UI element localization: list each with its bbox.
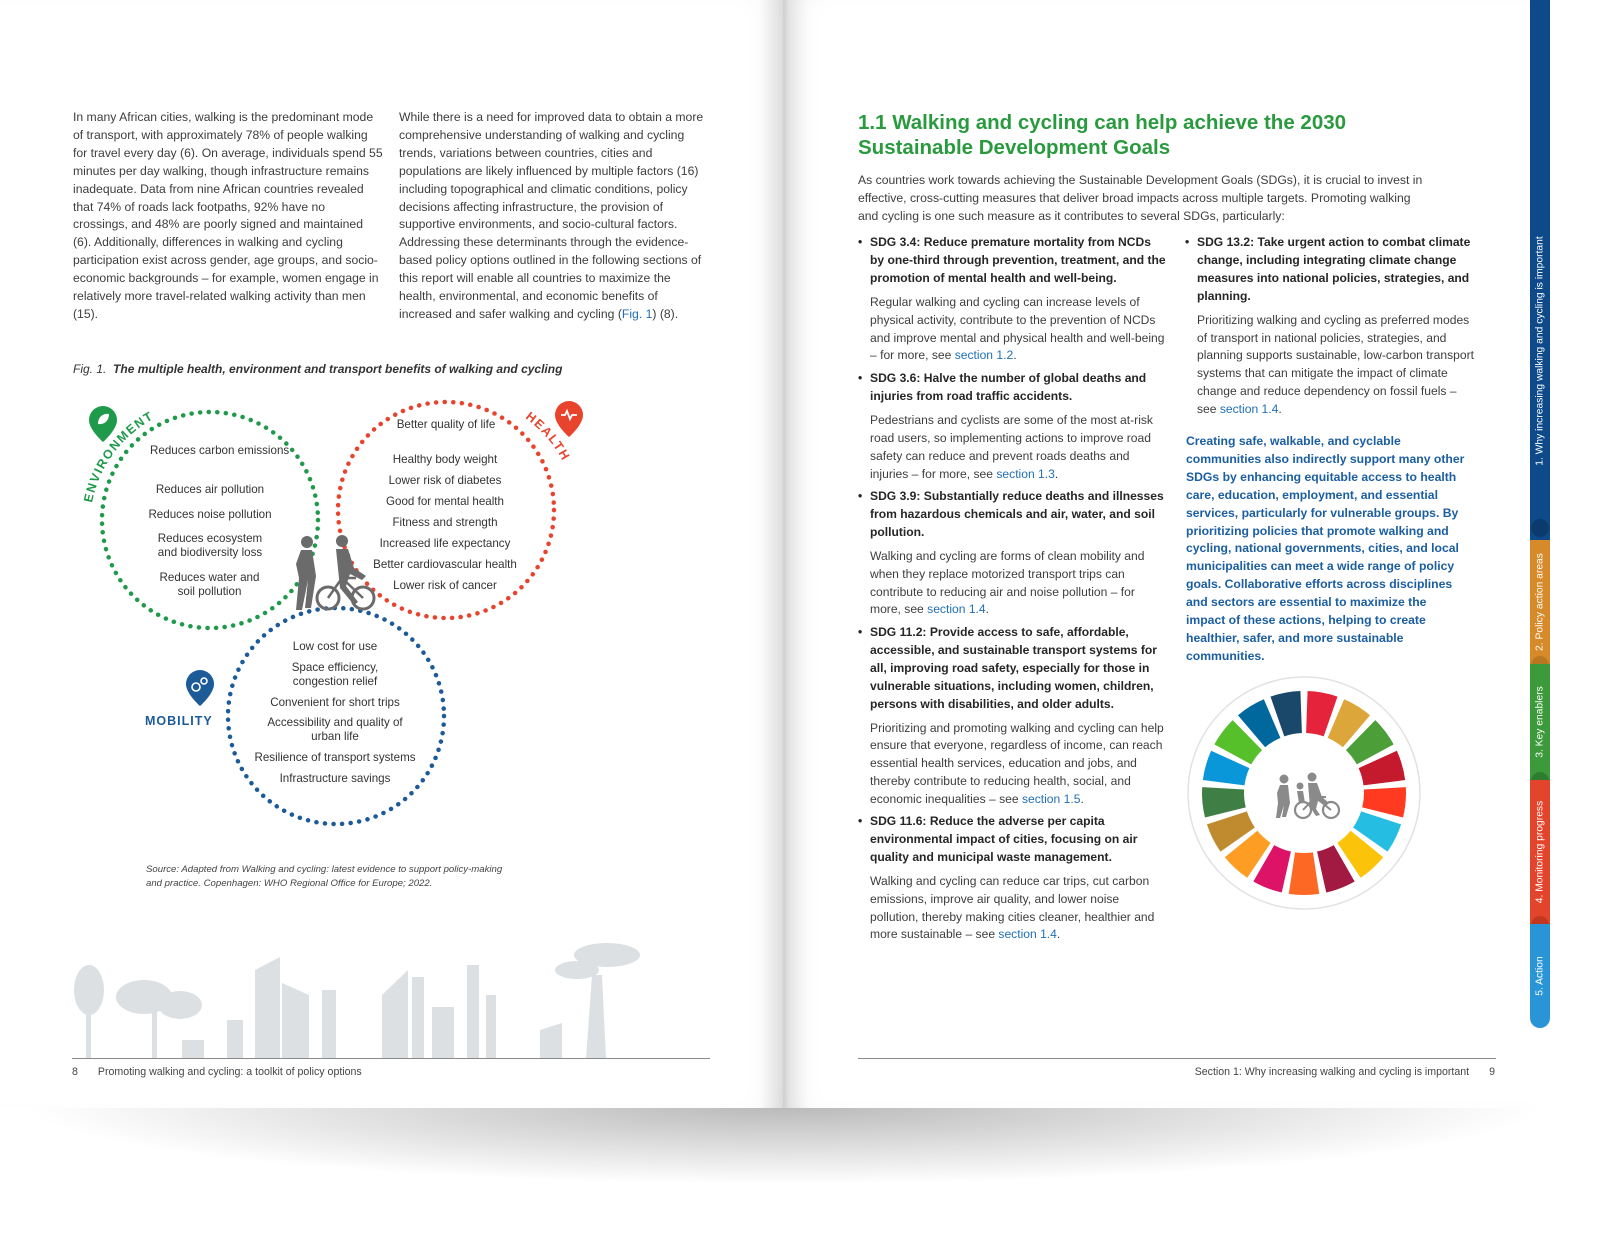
section-link[interactable]: section 1.3 (996, 466, 1055, 481)
tab-label: 2. Policy action areas (1534, 553, 1546, 651)
left-column2-text (399, 109, 704, 324)
sdg-text-end: . (1013, 348, 1017, 363)
sdg-text (1185, 312, 1477, 419)
env-item: Reduces noise pollution (148, 508, 272, 521)
figure-caption: The multiple health, environment and transport benefits of walking and cycling (113, 362, 563, 376)
sdg-text-body: Walking and cycling can reduce car trips, cut carbon emissions, improve air quality, and lower noise pollution, thereby making cities cleaner, healthier and more sustainable – see (870, 873, 1155, 942)
right-footer (1195, 1066, 1495, 1078)
section-link[interactable]: section 1.5 (1021, 792, 1081, 807)
sdg-text (858, 294, 1166, 366)
mobility-item: Infrastructure savings (279, 772, 391, 785)
section-link[interactable]: section 1.2 (954, 348, 1014, 363)
tab-label: 3. Key enablers (1534, 686, 1546, 758)
benefits-diagram (70, 398, 590, 838)
section-link[interactable]: section 1.4 (1219, 402, 1279, 417)
health-item: Good for mental health (386, 495, 504, 508)
intro-paragraph: As countries work towards achieving the Sustainable Development Goals (SDGs), it is crucial to invest in effective, cross-cutting measures that deliver broad impacts across multiple targets. Promoting walking and cycling is one such measure as it contributes to several SDGs, particularly: (858, 173, 1423, 223)
sdg-text-body: Pedestrians and cyclists are some of the most at-risk road users, so implementing actions to improve road safety can reduce and prevent roads deaths and injuries – for more, see (870, 412, 1153, 481)
sdg-text-end: . (1056, 927, 1061, 942)
health-item: Lower risk of cancer (393, 579, 497, 592)
mobility-item: Low cost for use (292, 640, 378, 653)
sdg-title: • SDG 11.6: Reduce the adverse per capita environmental impact of cities, focusing on air quality and municipal waste management. (858, 813, 1166, 867)
section-link[interactable]: section 1.4 (927, 602, 986, 617)
section-link[interactable]: section 1.4 (998, 927, 1057, 942)
env-item: Reduces carbon emissions (150, 444, 290, 457)
city-skyline-illustration (72, 935, 712, 1060)
health-label: HEALTH (523, 409, 573, 464)
mobility-item: Resilience of transport systems (254, 751, 416, 764)
sdg-item (858, 624, 1166, 809)
sdg-title: • SDG 13.2: Take urgent action to combat climate change, including integrating climate change measures into national policies, strategies, and planning. (1185, 234, 1477, 306)
tab-section-1[interactable] (1530, 0, 1550, 540)
mobility-item: Space efficiency, congestion relief (291, 661, 379, 688)
callout-text: Creating safe, walkable, and cyclable communities also indirectly support many other SDGs by enhancing equitable access to health care, education, employment, and essential services, particularly for vulnerable groups. By prioritizing policies that promote walking and cycling, national governments, cities, and local municipalities can meet a wide range of policy goals. Collaborative efforts across disciplines and sectors are essential to maximize the impact of these actions, helping to create healthier, safer, and more sustainable communities. (1186, 434, 1465, 663)
environment-pin-icon (89, 406, 117, 442)
sdg-text-end: . (1080, 792, 1084, 807)
tab-section-5[interactable] (1530, 924, 1550, 1028)
sdg-text-body: Regular walking and cycling can increase levels of physical activity, contribute to the prevention of NCDs and improve mental and physical health and well-being – for more, see (870, 294, 1165, 363)
sdg-title: • SDG 3.6: Halve the number of global deaths and injuries from road traffic accidents. (858, 370, 1166, 406)
sdg-text (858, 720, 1166, 810)
health-pin-icon (555, 401, 583, 437)
health-item: Increased life expectancy (379, 537, 511, 550)
book-shadow (20, 1105, 1550, 1185)
left-col2-paragraph-b: ) (8). (652, 306, 679, 321)
sdg-text (858, 548, 1166, 620)
figure-label: Fig. 1. (73, 362, 107, 376)
tab-section-3[interactable] (1530, 664, 1550, 780)
tab-section-2[interactable] (1530, 540, 1550, 664)
figure-title (73, 362, 562, 376)
sdg-item (858, 488, 1166, 619)
health-item: Better quality of life (396, 418, 496, 431)
environment-label: ENVIRONMENT (81, 408, 157, 504)
health-item: Better cardiovascular health (373, 558, 517, 571)
sdg-text-end: . (1054, 466, 1059, 481)
tab-section-4[interactable] (1530, 780, 1550, 924)
section-heading-line2: Sustainable Development Goals (858, 136, 1171, 159)
fig1-link[interactable]: Fig. 1 (621, 306, 653, 321)
health-item: Healthy body weight (392, 453, 498, 466)
left-column-text (73, 109, 383, 324)
env-item: Reduces water and soil pollution (159, 571, 260, 598)
sdg-title: • SDG 11.2: Provide access to safe, affordable, accessible, and sustainable transport systems for all, improving road safety, especially for those in vulnerable situations, including women, children, persons with disabilities, and older adults. (858, 624, 1166, 714)
left-footer-title: Promoting walking and cycling: a toolkit of policy options (97, 1066, 362, 1078)
mobility-item: Accessibility and quality of urban life (267, 716, 403, 743)
left-col2-paragraph-a: While there is a need for improved data to obtain a more comprehensive understanding of walking and cycling trends, variations between countries, cities and populations are likely influenced by multiple factors (16) including topographical and climatic conditions, policy decisions affecting infrastructure, the provision of supportive environments, and socio-cultural factors. Addressing these determinants through the evidence-based policy options outlined in the following sections of this report will enable all countries to maximize the health, environmental, and economic benefits of increased and safer walking and cycling ( (399, 110, 704, 321)
sdg-text-end: . (985, 602, 990, 617)
mobility-label: MOBILITY (145, 714, 213, 728)
walker-and-cyclist-illustration (296, 535, 374, 610)
tab-label: 5. Action (1534, 956, 1546, 996)
sdg-item (858, 370, 1166, 483)
footer-rule (858, 1058, 1496, 1059)
sdg-text-body: Prioritizing walking and cycling as preferred modes of transport in national policies, strategies, and planning supports sustainable, low-carbon transport systems that can mitigate the impact of climate change and reduce dependency on fossil fuels – see (1197, 312, 1474, 417)
section-tabs (1530, 0, 1550, 1108)
sdg-item (1185, 234, 1477, 419)
mobility-item: Convenient for short trips (270, 696, 400, 709)
section-heading-line1: 1.1 Walking and cycling can help achieve the 2030 (858, 111, 1347, 134)
sdg-text-end: . (1278, 402, 1282, 417)
env-item: Reduces ecosystem and biodiversity loss (157, 532, 263, 559)
health-item: Fitness and strength (392, 516, 498, 529)
book-gutter (760, 0, 808, 1108)
left-page-number: 8 (72, 1066, 78, 1078)
right-footer-title: Section 1: Why increasing walking and cycling is important (1194, 1066, 1470, 1078)
tab-label: 1. Why increasing walking and cycling is important (1534, 236, 1546, 466)
left-col1-paragraph: In many African cities, walking is the predominant mode of transport, with approximately 78% of people walking for travel every day (6). On average, individuals spend 55 minutes per day walking, though infrastructure remains inadequate. Data from nine African countries revealed that 74% of roads lack footpaths, 92% have no crossings, and 48% are poorly signed and maintained (6). Additionally, differences in walking and cycling participation exist across gender, age groups, and socio-economic backgrounds – for example, women engage in relatively more travel-related walking activity than men (15). (73, 110, 383, 321)
left-footer (72, 1066, 362, 1078)
sdg-title: • SDG 3.9: Substantially reduce deaths and illnesses from hazardous chemicals and air, water, and soil pollution. (858, 488, 1166, 542)
mobility-pin-icon (186, 670, 214, 706)
sdg-text (858, 412, 1166, 484)
section-heading (858, 110, 1458, 160)
sdg-text (858, 873, 1166, 945)
health-item: Lower risk of diabetes (388, 474, 502, 487)
env-item: Reduces air pollution (155, 483, 265, 496)
sdg-item (858, 813, 1166, 944)
sdg-wheel-graphic (1186, 675, 1422, 911)
sdg-text-body: Prioritizing and promoting walking and cycling can help ensure that everyone, regardless of income, can reach essential health services, education and jobs, and thereby contribute to reducing health, social, and economic inequalities – see (870, 720, 1164, 807)
footer-rule (72, 1058, 710, 1059)
sdg-text-body: Walking and cycling are forms of clean mobility and when they replace motorized transport trips can contribute to reducing air and noise pollution – for more, see (870, 548, 1145, 617)
right-page-number: 9 (1489, 1066, 1495, 1078)
tab-label: 4. Monitoring progress (1534, 800, 1546, 904)
figure-source: Source: Adapted from Walking and cycling: latest evidence to support policy-making and practice. Copenhagen: WHO Regional Office for Europe; 2022. (146, 864, 503, 889)
tab-dot (1531, 519, 1549, 537)
sdg-title: • SDG 3.4: Reduce premature mortality from NCDs by one-third through prevention, treatment, and the promotion of mental health and well-being. (858, 234, 1166, 288)
sdg-item (858, 234, 1166, 365)
left-page (0, 0, 783, 1108)
